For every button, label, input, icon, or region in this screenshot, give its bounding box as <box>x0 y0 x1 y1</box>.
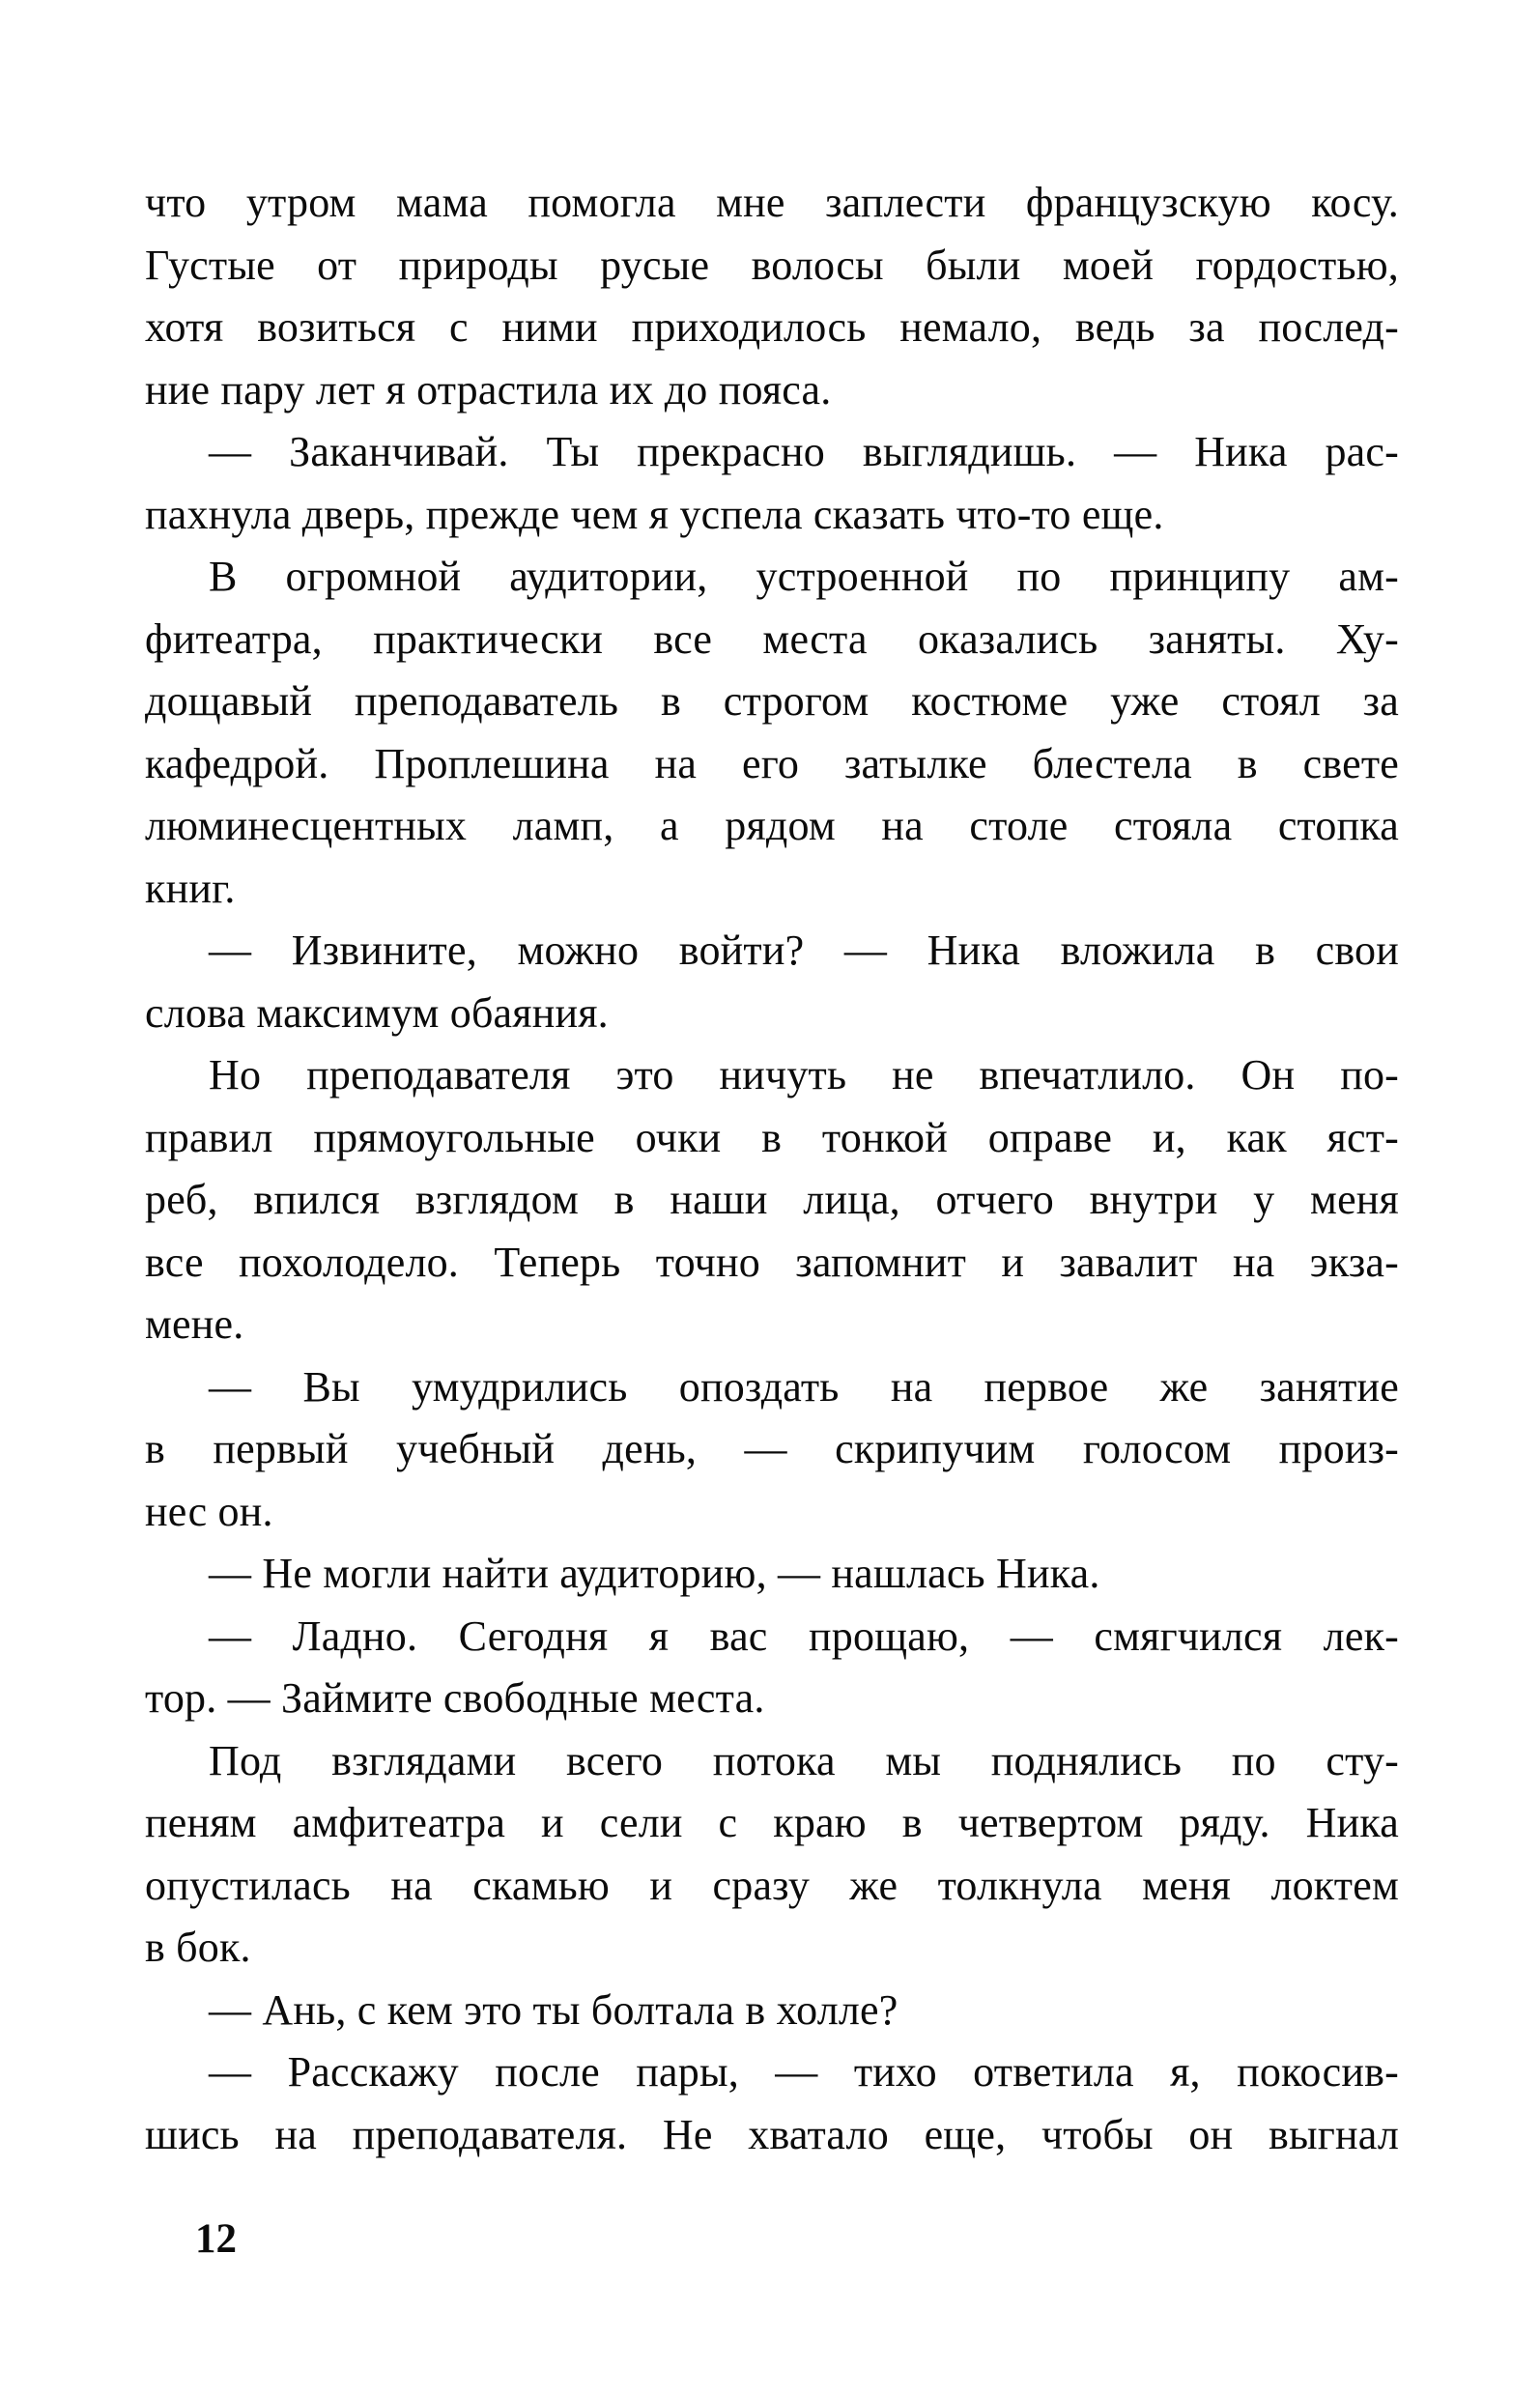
text-line: В огромной аудитории, устроенной по принципу ам- <box>209 553 1399 600</box>
text-line: — Не могли найти аудиторию, — нашлась Ника. <box>209 1550 1100 1597</box>
text-line: книг. <box>145 864 236 912</box>
text-line: — Извините, можно войти? — Ника вложила в свои <box>209 927 1399 974</box>
text-line: люминесцентных ламп, а рядом на столе стояла стопка <box>145 802 1399 849</box>
text-line: нес он. <box>145 1487 273 1535</box>
text-line: что утром мама помогла мне заплести французскую косу. <box>145 179 1399 226</box>
text-line: мене. <box>145 1300 244 1348</box>
text-line: кафедрой. Проплешина на его затылке блестела в свете <box>145 739 1399 787</box>
text-line: фитеатра, практически все места оказались заняты. Ху- <box>145 614 1399 663</box>
text-line: опустилась на скамью и сразу же толкнула меня локтем <box>145 1861 1399 1909</box>
text-line: Густые от природы русые волосы были моей гордостью, <box>145 241 1399 289</box>
text-line: правил прямоугольные очки в тонкой оправе и, как яст- <box>145 1113 1399 1161</box>
text-line: дощавый преподаватель в строгом костюме уже стоял за <box>145 677 1399 725</box>
text-line: — Ладно. Сегодня я вас прощаю, — смягчился лек- <box>209 1612 1399 1660</box>
page-text <box>145 172 1399 2166</box>
text-line: — Ань, с кем это ты болтала в холле? <box>209 1985 898 2034</box>
text-line: — Расскажу после пары, — тихо ответила я, покосив- <box>209 2048 1399 2096</box>
text-line: Но преподавателя это ничуть не впечатлило. Он по- <box>209 1051 1399 1098</box>
text-line: — Заканчивай. Ты прекрасно выглядишь. — Ника рас- <box>209 428 1399 475</box>
text-line: пеням амфитеатра и сели с краю в четвертом ряду. Ника <box>145 1799 1399 1846</box>
text-line: тор. — Займите свободные места. <box>145 1674 765 1722</box>
text-line: слова максимум обаяния. <box>145 988 609 1037</box>
page-number: 12 <box>195 2216 237 2262</box>
text-line: шись на преподавателя. Не хватало еще, чтобы он выгнал <box>145 2110 1399 2158</box>
text-line: ние пару лет я отрастила их до пояса. <box>145 365 832 414</box>
text-line: пахнула дверь, прежде чем я успела сказать что-то еще. <box>145 490 1164 538</box>
text-line: все похолодело. Теперь точно запомнит и завалит на экза- <box>145 1238 1399 1286</box>
text-line: — Вы умудрились опоздать на первое же занятие <box>209 1362 1399 1411</box>
text-line: в бок. <box>145 1924 251 1971</box>
text-line: Под взглядами всего потока мы поднялись по сту- <box>209 1736 1399 1784</box>
text-line: хотя возиться с ними приходилось немало, ведь за послед- <box>145 303 1399 351</box>
text-line: в первый учебный день, — скрипучим голосом произ- <box>145 1425 1399 1472</box>
text-line: реб, впился взглядом в наши лица, отчего внутри у меня <box>145 1176 1399 1223</box>
